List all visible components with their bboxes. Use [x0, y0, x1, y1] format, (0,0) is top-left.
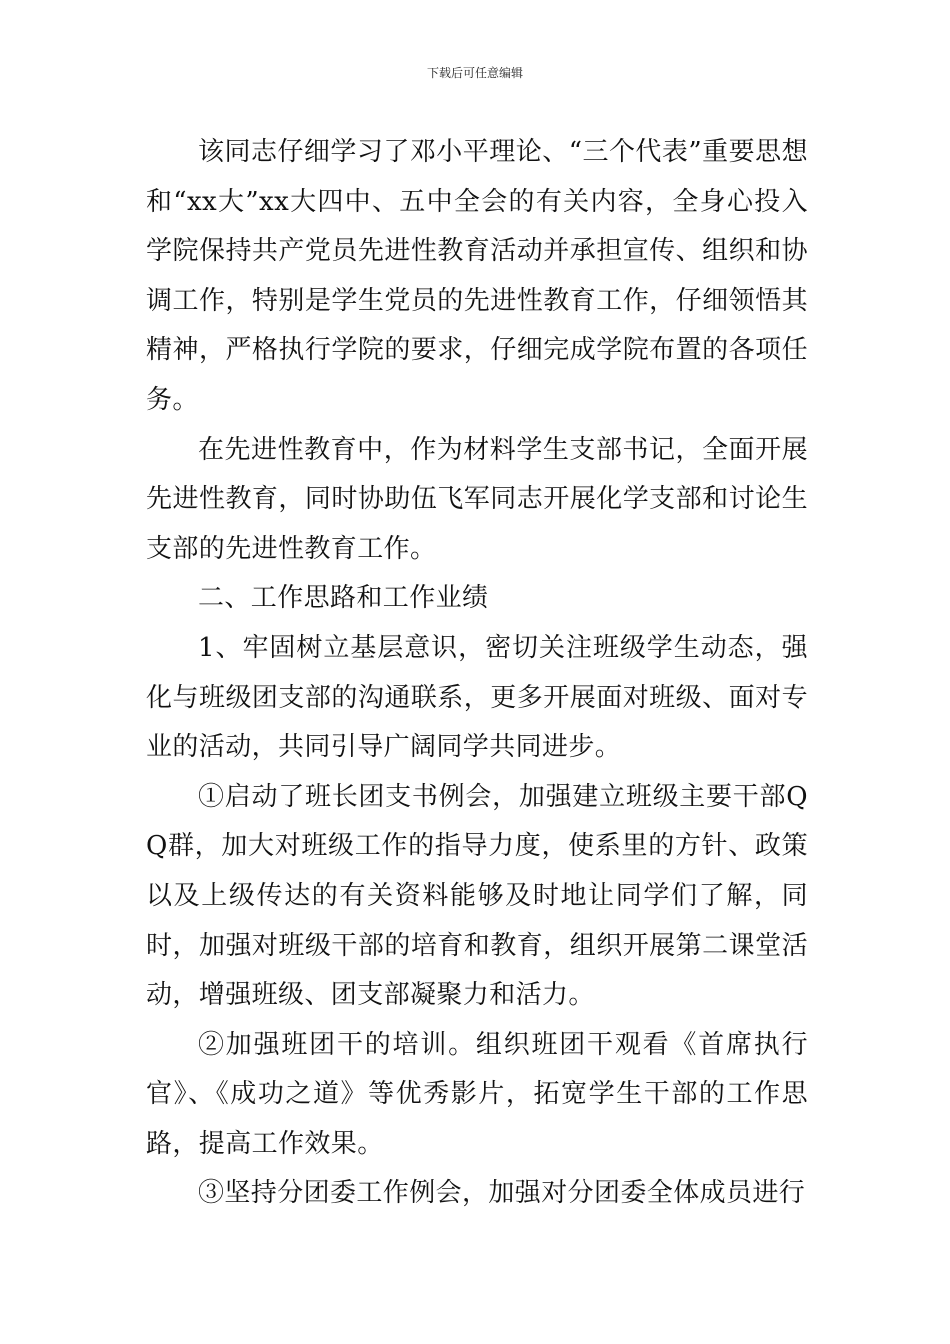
paragraph-advanced-education: 在先进性教育中，作为材料学生支部书记，全面开展先进性教育，同时协助伍飞军同志开展化学支部和讨论生支部的先进性教育工作。: [146, 434, 808, 564]
paragraph-item-1: 1、牢固树立基层意识，密切关注班级学生动态，强化与班级团支部的沟通联系，更多开展面对班级、面对专业的活动，共同引导广阔同学共同进步。: [146, 632, 808, 763]
document-body: [146, 128, 808, 1219]
paragraph-subitem-3: ③坚持分团委工作例会，加强对分团委全体成员进行: [198, 1178, 806, 1209]
paragraph-subitem-1: ①启动了班长团支书例会，加强建立班级主要干部QQ群，加大对班级工作的指导力度，使系里的方针、政策以及上级传达的有关资料能够及时地让同学们了解，同时，加强对班级干部的培育和教育，组织开展第二课堂活动，增强班级、团支部凝聚力和活力。: [146, 781, 808, 1011]
page-header: 下载后可任意编辑: [426, 66, 523, 80]
paragraph-study-summary: 该同志仔细学习了邓小平理论、“三个代表”重要思想和“xx大”xx大四中、五中全会的有关内容，全身心投入学院保持共产党员先进性教育活动并承担宣传、组织和协调工作，特别是学生党员的先进性教育工作，仔细领悟其精神，严格执行学院的要求，仔细完成学院布置的各项任务。: [146, 137, 808, 415]
paragraph-subitem-2: ②加强班团干的培训。组织班团干观看《首席执行官》、《成功之道》等优秀影片，拓宽学生干部的工作思路，提高工作效果。: [146, 1029, 808, 1159]
section-heading-work-ideas: 二、工作思路和工作业绩: [198, 583, 489, 614]
